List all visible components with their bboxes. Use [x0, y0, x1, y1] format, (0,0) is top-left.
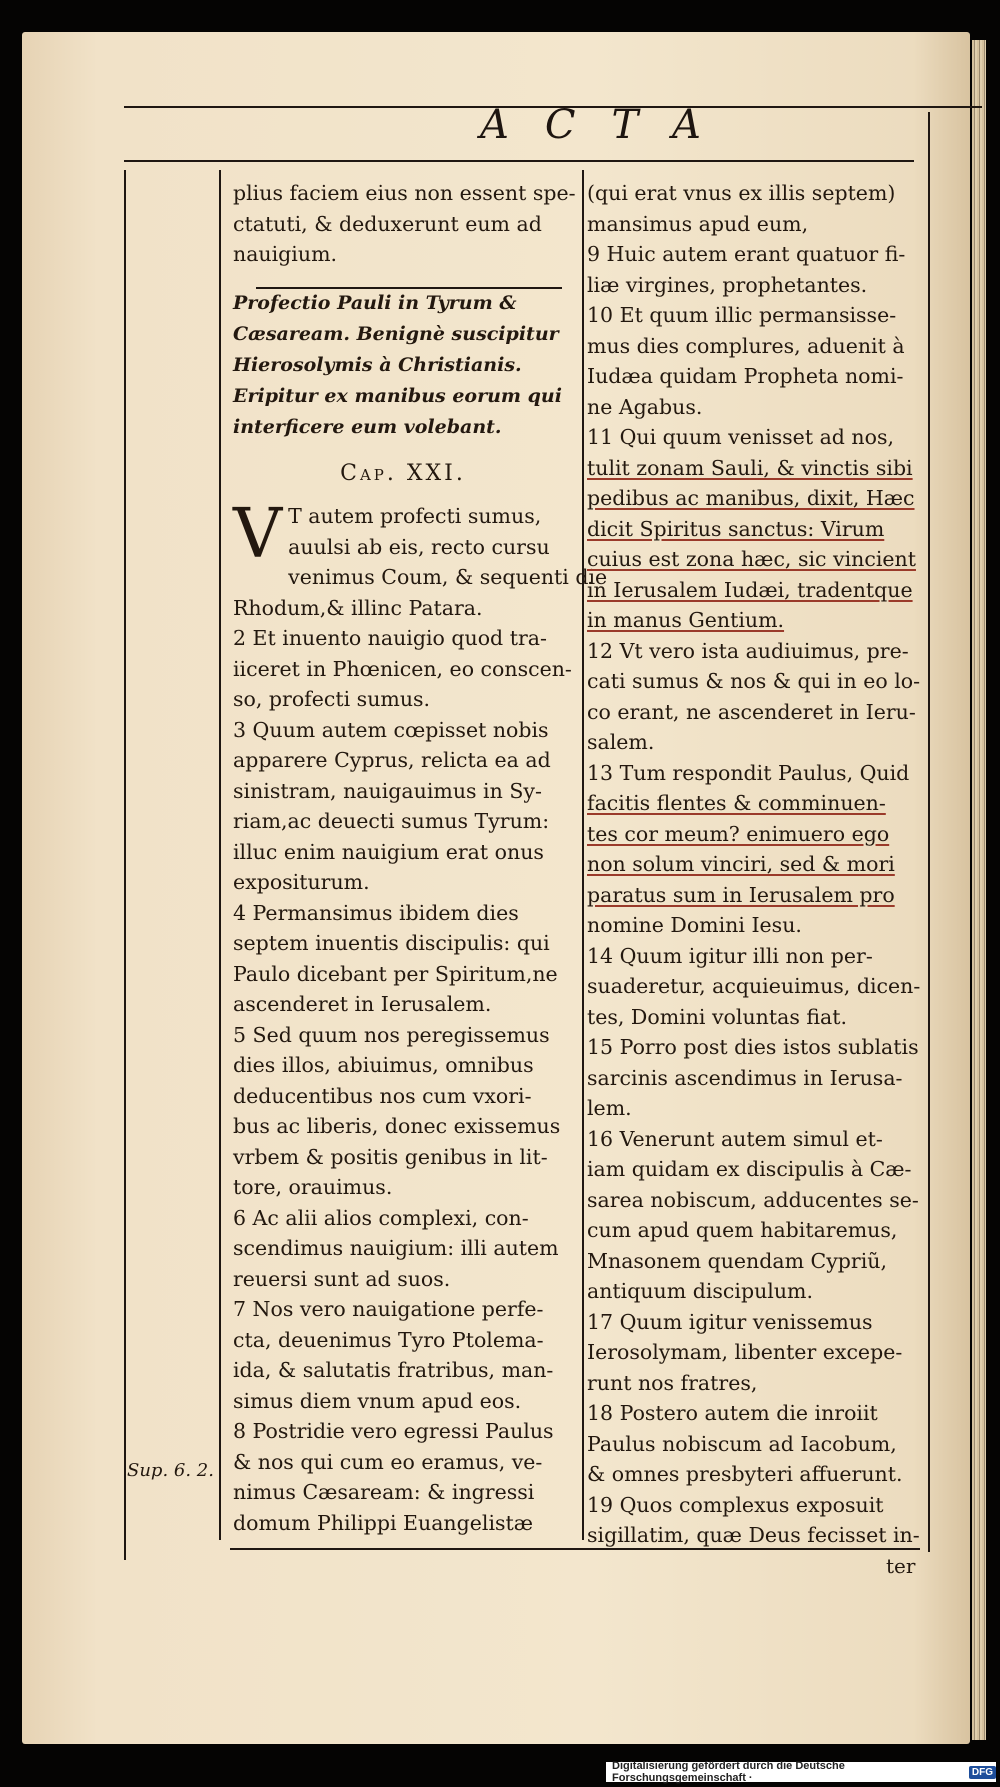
text-line: & nos qui cum eo eramus, ve- [233, 1449, 543, 1474]
text-line: T autem profecti sumus, [288, 504, 542, 528]
text-line: dicit Spiritus sanctus: Virum [587, 516, 885, 541]
text-line: 8 Postridie vero egressi Paulus [233, 1419, 554, 1443]
text-line: paratus sum in Ierusalem pro [587, 882, 895, 907]
text-line: liæ virgines, prophetantes. [587, 272, 868, 297]
text-line: facitis flentes & comminuen- [587, 791, 886, 815]
text-line: vrbem & positis genibus in lit- [233, 1144, 548, 1169]
chapter-heading: Cap. XXI. [340, 460, 466, 486]
text-line: bus ac liberis, donec exissemus [233, 1114, 561, 1138]
page-edge [972, 40, 986, 1740]
text-line: Paulus nobiscum ad Iacobum, [587, 1431, 897, 1456]
text-line: mus dies complures, aduenit à [587, 333, 905, 358]
text-line: 6 Ac alii alios complexi, con- [233, 1205, 529, 1230]
text-line: apparere Cyprus, relicta ea ad [233, 748, 551, 772]
right-column [587, 178, 927, 1551]
text-line: scendimus nauigium: illi autem [233, 1236, 559, 1260]
text-line: sarcinis ascendimus in Ierusa- [587, 1065, 903, 1090]
text-line: cuius est zona hæc, sic vincient [587, 547, 916, 571]
dfg-logo: DFG [969, 1766, 996, 1779]
text-line: 18 Postero autem die inroiit [587, 1401, 878, 1425]
right-body [587, 178, 927, 1551]
text-line: nomine Domini Iesu. [587, 913, 802, 937]
text-line: Ierosolymam, libenter excepe- [587, 1340, 903, 1364]
chapter-body [233, 495, 608, 1538]
text-line: Iudæa quidam Propheta nomi- [587, 364, 904, 388]
text-line: 19 Quos complexus exposuit [587, 1492, 884, 1517]
text-line: nauigium. [233, 242, 338, 266]
text-line: cta, deuenimus Tyro Ptolema- [233, 1327, 544, 1352]
text-line: sigillatim, quæ Deus fecisset in- [587, 1523, 920, 1547]
text-line: deducentibus nos cum vxori- [233, 1083, 532, 1108]
right-frame-rule [928, 112, 930, 1552]
text-line: tes, Domini voluntas fiat. [587, 1004, 848, 1029]
text-line: riam,ac deuecti sumus Tyrum: [233, 809, 550, 833]
text-line: simus diem vnum apud eos. [233, 1388, 522, 1413]
text-line: tulit zonam Sauli, & vinctis sibi [587, 455, 913, 480]
text-line: Mnasonem quendam Cypriũ, [587, 1248, 887, 1273]
gutter-rule-left [219, 170, 221, 1540]
text-line: 2 Et inuento nauigio quod tra- [233, 626, 547, 650]
text-line: 16 Venerunt autem simul et- [587, 1126, 883, 1151]
drop-capital: V [233, 495, 283, 574]
left-frame-rule [124, 170, 126, 1560]
text-line: sinistram, nauigauimus in Sy- [233, 778, 542, 803]
left-column [233, 178, 608, 1538]
footer-text: Digitalisierung gefördert durch die Deutsche Forschungsgemeinschaft · [612, 1760, 845, 1784]
text-line: ne Agabus. [587, 394, 703, 419]
text-line: 11 Qui quum venisset ad nos, [587, 425, 895, 449]
text-line: so, profecti sumus. [233, 687, 431, 711]
summary-text: Profectio Pauli in Tyrum & Cæsaream. Benignè suscipitur Hierosolymis à Christianis. Eripitur ex manibus eorum qui interficere eum volebant. [233, 291, 562, 438]
text-line: tes cor meum? enimuero ego [587, 821, 890, 846]
text-line: 3 Quum autem cœpisset nobis [233, 717, 549, 742]
marginal-note: Sup. 6. 2. [127, 1460, 214, 1481]
header-bottom-rule [124, 160, 914, 162]
text-line: 5 Sed quum nos peregissemus [233, 1022, 550, 1047]
text-line: 15 Porro post dies istos sublatis [587, 1035, 919, 1059]
text-line: lem. [587, 1096, 632, 1120]
text-line: auulsi ab eis, recto cursu [288, 534, 550, 559]
text-line: antiquum discipulum. [587, 1279, 813, 1303]
text-line: 13 Tum respondit Paulus, Quid [587, 760, 910, 785]
running-title: ACTA [480, 102, 737, 148]
chapter-summary [233, 288, 573, 443]
text-line: cum apud quem habitaremus, [587, 1218, 898, 1242]
text-line: illuc enim nauigium erat onus [233, 839, 544, 864]
text-line: 12 Vt vero ista audiuimus, pre- [587, 638, 909, 663]
text-line: in manus Gentium. [587, 608, 785, 632]
text-line: iiceret in Phœnicen, eo conscen- [233, 656, 572, 681]
text-line: reuersi sunt ad suos. [233, 1266, 451, 1291]
text-line: ascenderet in Ierusalem. [233, 992, 492, 1016]
text-line: cati sumus & nos & qui in eo lo- [587, 669, 921, 693]
text-line: venimus Coum, & sequenti die [288, 565, 608, 589]
text-line: nimus Cæsaream: & ingressi [233, 1480, 535, 1504]
digitization-footer [606, 1762, 996, 1782]
text-line: 4 Permansimus ibidem dies [233, 900, 519, 925]
text-line: non solum vinciri, sed & mori [587, 852, 895, 876]
catchword: ter [886, 1554, 916, 1578]
text-line: runt nos fratres, [587, 1370, 758, 1395]
text-line: iam quidam ex discipulis à Cæ- [587, 1157, 912, 1181]
text-line: 14 Quum igitur illi non per- [587, 943, 873, 968]
text-line: 17 Quum igitur venissemus [587, 1309, 873, 1334]
text-line: plius faciem eius non essent spe- [233, 181, 576, 205]
text-line: domum Philippi Euangelistæ [233, 1510, 534, 1535]
text-line: Paulo dicebant per Spiritum,ne [233, 961, 558, 986]
text-line: septem inuentis discipulis: qui [233, 931, 550, 955]
text-line: sarea nobiscum, adducentes se- [587, 1187, 919, 1212]
text-line: in Ierusalem Iudæi, tradentque [587, 577, 913, 602]
text-line: co erant, ne ascenderet in Ieru- [587, 699, 916, 724]
text-line: tore, orauimus. [233, 1175, 393, 1199]
gutter-rule-center [582, 170, 584, 1540]
text-line: 9 Huic autem erant quatuor fi- [587, 242, 906, 266]
text-line: salem. [587, 730, 655, 754]
text-line: Rhodum,& illinc Patara. [233, 595, 483, 620]
text-line: dies illos, abiuimus, omnibus [233, 1053, 534, 1077]
text-line: pedibus ac manibus, dixit, Hæc [587, 486, 915, 510]
text-line: ctatuti, & deduxerunt eum ad [233, 211, 542, 236]
text-line: suaderetur, acquieuimus, dicen- [587, 974, 921, 998]
text-line: 7 Nos vero nauigatione perfe- [233, 1297, 544, 1321]
text-line: & omnes presbyteri affuerunt. [587, 1462, 903, 1486]
text-line: expositurum. [233, 870, 370, 894]
continuation-text [233, 178, 576, 270]
text-line: ida, & salutatis fratribus, man- [233, 1358, 554, 1382]
text-line: (qui erat vnus ex illis septem) [587, 181, 896, 205]
text-line: mansimus apud eum, [587, 211, 809, 236]
text-line: 10 Et quum illic permansisse- [587, 303, 897, 327]
